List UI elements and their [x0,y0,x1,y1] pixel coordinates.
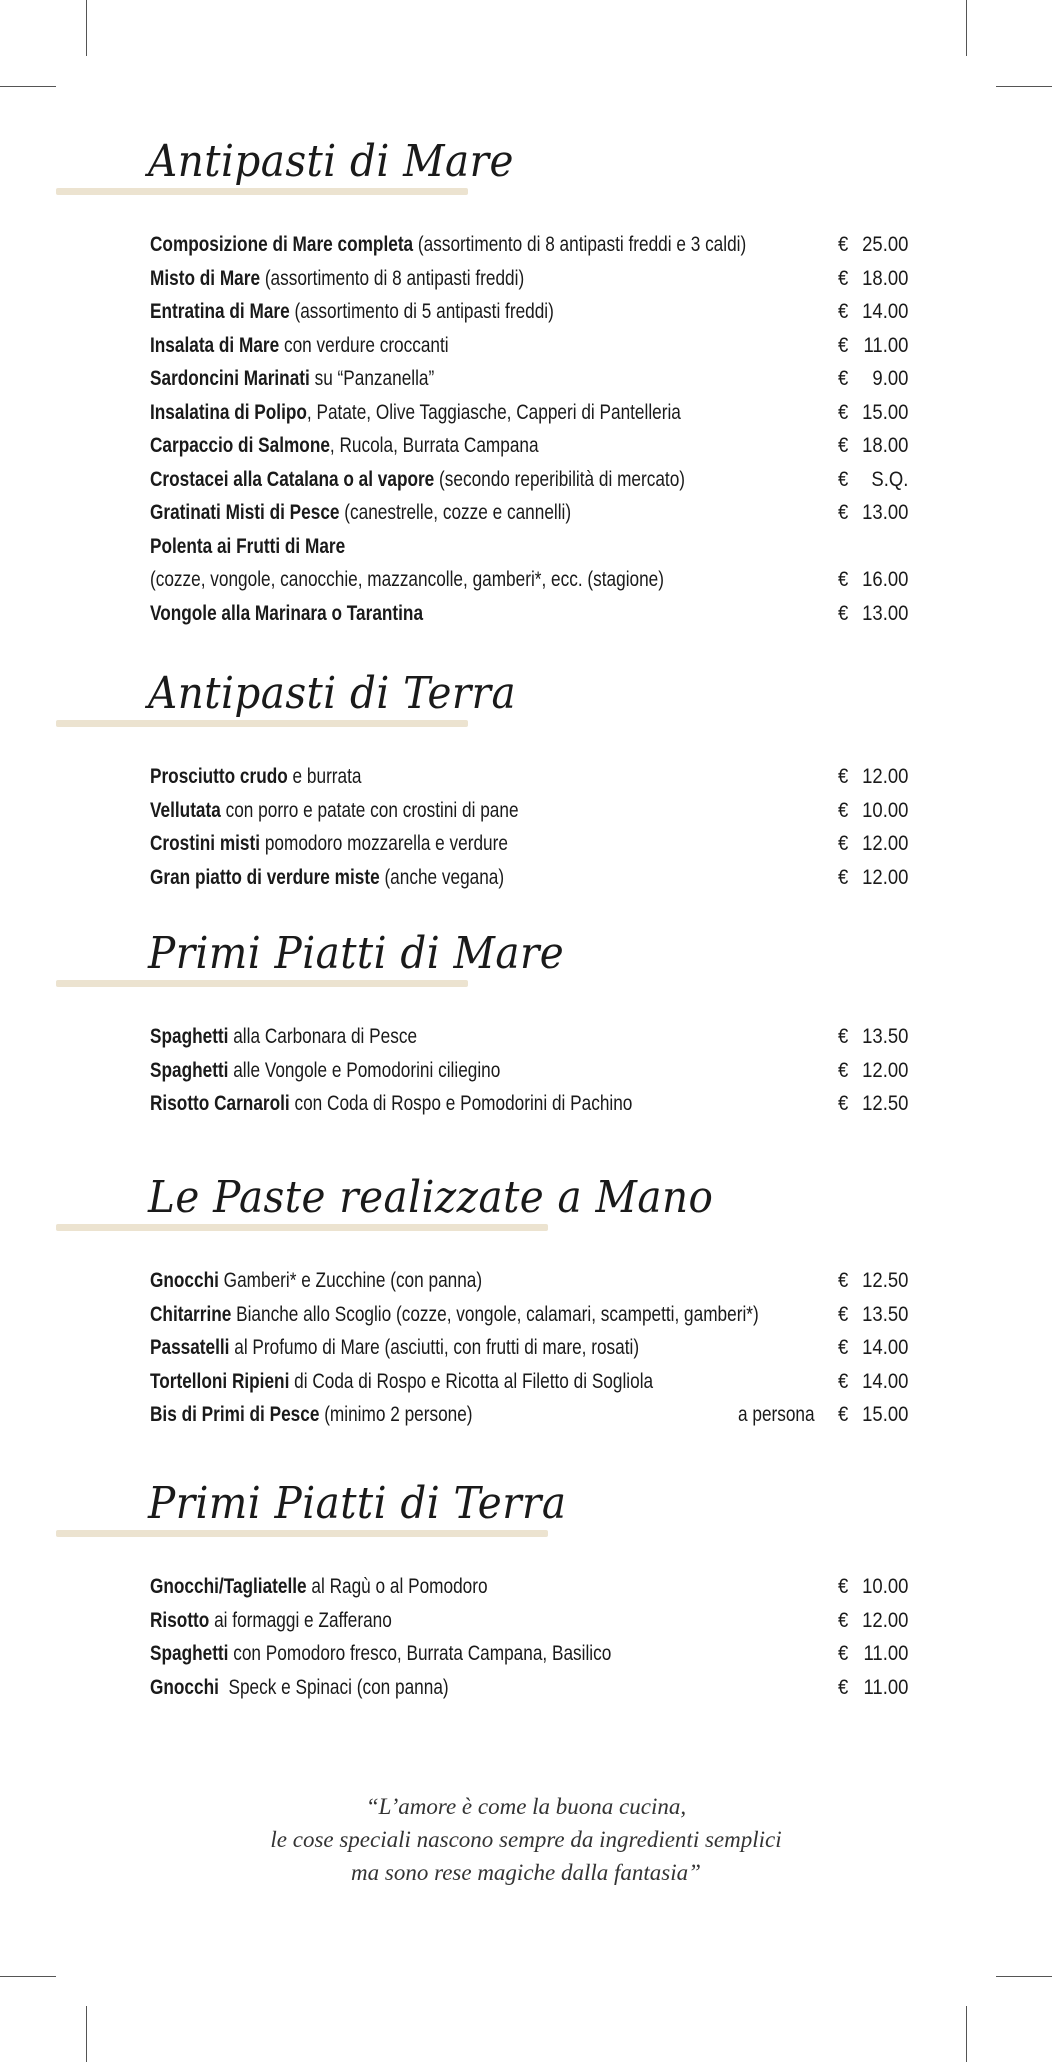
quote-line: le cose speciali nascono sempre da ingredienti semplici [270,1827,782,1852]
menu-items [150,1020,920,1121]
dish-name: Prosciutto crudo [150,765,288,788]
menu-item-text [150,563,664,597]
dish-price [838,1365,908,1399]
dish-price [838,760,908,794]
menu-item-text [150,329,449,363]
crop-mark-top-right [966,0,967,56]
dish-description: ai formaggi e Zafferano [209,1608,392,1632]
currency-symbol: € [838,1575,849,1598]
currency-symbol: € [838,601,849,625]
currency-symbol: € [838,1369,849,1393]
currency-symbol: € [838,798,849,822]
dish-price [838,1087,908,1121]
dish-name: Entratina di Mare [150,300,290,323]
dish-description: al Profumo di Mare (asciutti, con frutti di mare, rosati) [229,1336,640,1359]
menu-item-text [150,1604,392,1638]
dish-description: (assortimento di 5 antipasti freddi) [289,300,554,323]
menu-item-text [150,597,423,631]
section-title: Primi Piatti di Terra [148,1478,567,1529]
quote-line: ma sono rese magiche dalla fantasia” [351,1860,701,1885]
menu-item-text [150,827,508,861]
price-value: 14.00 [862,1369,909,1393]
menu-item-text [150,362,434,396]
dish-price [838,1331,908,1365]
section-title-underline [56,720,468,727]
dish-price [838,861,908,895]
dish-price [838,262,908,296]
price-value: 10.00 [862,798,909,822]
dish-price [838,597,908,631]
dish-name: Risotto [150,1608,210,1632]
menu-item-text [150,1570,488,1604]
dish-name: Spaghetti [150,1058,229,1082]
dish-name: Spaghetti [150,1025,229,1048]
currency-symbol: € [838,400,849,424]
price-value: 16.00 [862,568,909,591]
dish-description: con Pomodoro fresco, Burrata Campana, Basilico [228,1642,612,1665]
menu-item [150,1398,920,1432]
section-title: Le Paste realizzate a Mano [148,1172,714,1223]
menu-item [150,1365,920,1399]
menu-item-text [150,1398,473,1432]
dish-description: (canestrelle, cozze e cannelli) [339,501,572,524]
dish-name: Bis di Primi di Pesce [150,1403,320,1426]
menu-item [150,1264,920,1298]
menu-items [150,228,920,630]
currency-symbol: € [838,1269,849,1292]
menu-item [150,1087,920,1121]
currency-symbol: € [838,568,849,591]
section-title: Antipasti di Mare [148,136,514,187]
dish-name: Gnocchi [150,1269,219,1292]
currency-symbol: € [838,501,849,524]
dish-price [838,463,908,497]
dish-name: Gratinati Misti di Pesce [150,501,340,524]
dish-name: Insalata di Mare [150,333,280,357]
dish-price [838,1054,908,1088]
dish-price [838,1020,908,1054]
menu-item [150,463,920,497]
dish-description: con verdure croccanti [279,333,449,357]
currency-symbol: € [838,1675,849,1699]
crop-mark-left-bottom [0,1976,56,1977]
dish-description: pomodoro mozzarella e verdure [260,832,508,855]
currency-symbol: € [838,1025,849,1048]
menu-item-text [150,295,554,329]
price-value: 12.50 [862,1092,909,1115]
dish-price [838,496,908,530]
dish-name: Risotto Carnaroli [150,1092,290,1115]
menu-item-text [150,429,539,463]
dish-description: Gamberi* e Zucchine (con panna) [218,1269,483,1292]
dish-description: (cozze, vongole, canocchie, mazzancolle, gamberi*, ecc. (stagione) [150,568,664,591]
menu-item [150,496,920,530]
dish-name: Vellutata [150,798,221,822]
dish-name: Polenta ai Frutti di Mare [150,534,346,558]
price-value: 12.00 [862,765,909,788]
currency-symbol: € [838,865,849,889]
price-value: S.Q. [871,467,909,491]
price-value: 13.00 [862,601,909,625]
menu-item-text [150,1671,449,1705]
crop-mark-right-bottom [996,1976,1052,1977]
dish-description: con porro e patate con crostini di pane [220,798,519,822]
menu-item [150,597,920,631]
dish-name: Vongole alla Marinara o Tarantina [150,601,424,625]
dish-price [838,329,908,363]
menu-item-text [150,530,345,564]
dish-name: Passatelli [150,1336,230,1359]
menu-item [150,396,920,430]
menu-item-text [150,1264,482,1298]
dish-description: (minimo 2 persone) [319,1403,473,1426]
dish-price [838,1604,908,1638]
price-value: 12.00 [862,1608,909,1632]
price-value: 14.00 [862,300,909,323]
menu-item [150,1604,920,1638]
dish-name: Gnocchi [150,1675,219,1699]
dish-price [838,362,908,396]
menu-item [150,329,920,363]
price-value: 18.00 [862,434,909,457]
dish-price [838,228,908,262]
menu-item-text [150,1365,653,1399]
menu-item-text [150,1298,759,1332]
section-title-underline [56,1530,548,1537]
crop-mark-bottom-left [86,2006,87,2062]
dish-description: al Ragù o al Pomodoro [306,1575,488,1598]
currency-symbol: € [838,1608,849,1632]
dish-name: Sardoncini Marinati [150,367,310,390]
dish-description: alle Vongole e Pomodorini ciliegino [228,1058,501,1082]
menu-item [150,1637,920,1671]
dish-description: Bianche allo Scoglio (cozze, vongole, calamari, scampetti, gamberi*) [231,1302,759,1326]
dish-description: su “Panzanella” [309,367,435,390]
dish-description: , Patate, Olive Taggiasche, Capperi di Pantelleria [306,400,681,424]
price-value: 10.00 [862,1575,909,1598]
crop-mark-left-top [0,86,56,87]
dish-description: (assortimento di 8 antipasti freddi) [260,266,525,290]
dish-price [838,429,908,463]
menu-item-text [150,861,504,895]
section-title-underline [56,980,468,987]
menu-item [150,1570,920,1604]
menu-items [150,760,920,894]
currency-symbol: € [838,1058,849,1082]
menu-item-text [150,1637,611,1671]
section-title-underline [56,1224,548,1231]
currency-symbol: € [838,1092,849,1115]
dish-description: (secondo reperibilità di mercato) [434,467,686,491]
menu-item-text [150,1054,500,1088]
price-value: 13.00 [862,501,909,524]
currency-symbol: € [838,1302,849,1326]
currency-symbol: € [838,300,849,323]
menu-item [150,228,920,262]
dish-name: Misto di Mare [150,266,261,290]
dish-description: con Coda di Rospo e Pomodorini di Pachino [289,1092,633,1115]
menu-item [150,760,920,794]
menu-item [150,563,920,597]
dish-description: di Coda di Rospo e Ricotta al Filetto di Sogliola [289,1369,654,1393]
menu-item [150,827,920,861]
menu-item [150,362,920,396]
dish-description: (assortimento di 8 antipasti freddi e 3 caldi) [413,233,747,256]
dish-price [838,1264,908,1298]
menu-item-text [150,262,524,296]
crop-mark-top-left [86,0,87,56]
menu-item-text [150,1331,639,1365]
menu-item-text [150,496,571,530]
menu-item-text [150,1020,417,1054]
currency-symbol: € [838,233,849,256]
dish-description: e burrata [287,765,362,788]
menu-item-text [150,396,681,430]
price-value: 11.00 [863,333,909,357]
menu-items [150,1570,920,1704]
price-value: 14.00 [862,1336,909,1359]
currency-symbol: € [838,434,849,457]
section-title: Primi Piatti di Mare [148,928,565,979]
price-value: 12.00 [862,832,909,855]
dish-price [838,1671,908,1705]
menu-item-text [150,1087,632,1121]
price-value: 15.00 [862,400,909,424]
crop-mark-bottom-right [966,2006,967,2062]
price-value: 11.00 [863,1675,909,1699]
dish-description: alla Carbonara di Pesce [228,1025,418,1048]
dish-name: Composizione di Mare completa [150,233,414,256]
dish-name: Insalatina di Polipo [150,400,307,424]
dish-name: Carpaccio di Salmone [150,434,330,457]
currency-symbol: € [838,832,849,855]
currency-symbol: € [838,467,849,491]
menu-item [150,1671,920,1705]
menu-item [150,861,920,895]
dish-price [838,1637,908,1671]
dish-price [838,396,908,430]
dish-price [838,1398,908,1432]
price-value: 12.00 [862,1058,909,1082]
currency-symbol: € [838,1403,849,1426]
dish-name: Tortelloni Ripieni [150,1369,290,1393]
menu-item [150,262,920,296]
menu-item [150,295,920,329]
menu-item-text [150,760,361,794]
price-value: 25.00 [862,233,909,256]
price-value: 11.00 [863,1642,909,1665]
currency-symbol: € [838,266,849,290]
dish-description: , Rucola, Burrata Campana [329,434,539,457]
dish-price [838,1570,908,1604]
dish-name: Crostacei alla Catalana o al vapore [150,467,435,491]
menu-item-text [150,463,685,497]
dish-price [838,827,908,861]
currency-symbol: € [838,765,849,788]
currency-symbol: € [838,1336,849,1359]
menu-item-text [150,228,746,262]
dish-description: (anche vegana) [379,865,505,889]
price-value: 18.00 [862,266,909,290]
price-note: a persona [738,1403,815,1426]
dish-price [838,295,908,329]
menu-item [150,1054,920,1088]
dish-name: Chitarrine [150,1302,232,1326]
dish-price [838,1298,908,1332]
currency-symbol: € [838,333,849,357]
menu-item [150,794,920,828]
dish-name: Crostini misti [150,832,261,855]
dish-name: Gnocchi/Tagliatelle [150,1575,307,1598]
menu-item [150,1298,920,1332]
dish-price [838,563,908,597]
dish-description: Speck e Spinaci (con panna) [218,1675,449,1699]
price-value: 12.50 [862,1269,909,1292]
currency-symbol: € [838,1642,849,1665]
closing-quote [0,1790,1052,1889]
quote-line: “L’amore è come la buona cucina, [365,1794,687,1819]
menu-item-text [150,794,519,828]
dish-name: Spaghetti [150,1642,229,1665]
currency-symbol: € [838,367,849,390]
dish-name: Gran piatto di verdure miste [150,865,380,889]
crop-mark-right-top [996,86,1052,87]
menu-items [150,1264,920,1432]
menu-item [150,429,920,463]
section-title: Antipasti di Terra [148,668,517,719]
menu-item [150,1331,920,1365]
price-value: 12.00 [862,865,909,889]
price-value: 13.50 [862,1302,909,1326]
dish-price [838,794,908,828]
section-title-underline [56,188,468,195]
price-value: 13.50 [862,1025,909,1048]
menu-item [150,1020,920,1054]
price-value: 15.00 [862,1403,909,1426]
price-value: 9.00 [872,367,909,390]
menu-item [150,530,920,564]
